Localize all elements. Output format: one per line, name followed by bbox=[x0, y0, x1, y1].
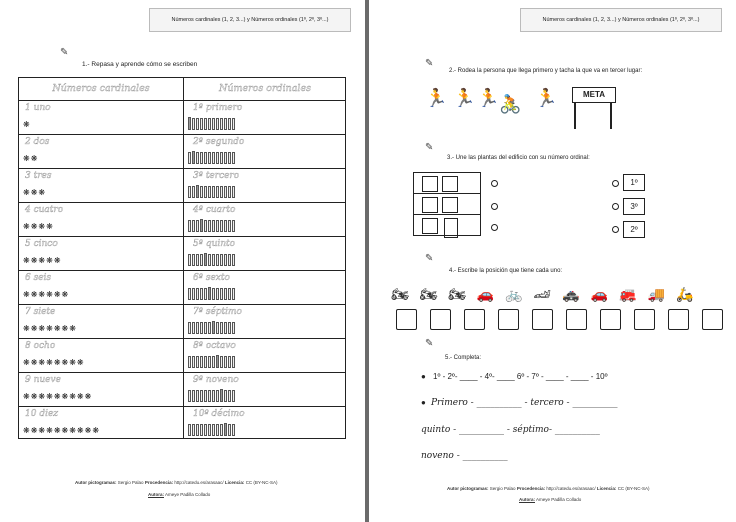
runner-icon: 🏃 bbox=[535, 88, 558, 108]
person-icon bbox=[188, 117, 191, 130]
person-icon bbox=[204, 390, 207, 402]
person-icon bbox=[200, 118, 203, 130]
person-icon bbox=[212, 356, 215, 368]
person-icon bbox=[208, 287, 211, 300]
person-icon bbox=[196, 118, 199, 130]
finish-line-sign: META bbox=[572, 87, 616, 103]
worksheet-page-1 bbox=[0, 0, 365, 522]
ordinal-label: 6º sexto bbox=[193, 273, 230, 283]
cardinal-label: 3 tres bbox=[25, 171, 52, 181]
person-icon bbox=[220, 424, 223, 436]
runner-icon: 🏃 bbox=[425, 88, 448, 108]
queue-icons bbox=[188, 151, 278, 164]
ordinal-box: 2º bbox=[623, 221, 645, 238]
exercise-3-title: 3.- Une las plantas del edificio con su número ordinal: bbox=[447, 155, 590, 161]
person-icon bbox=[232, 322, 235, 334]
pencil-icon: ✎ bbox=[425, 142, 434, 153]
table-row bbox=[19, 100, 345, 135]
ordinal-cell bbox=[183, 237, 346, 271]
person-icon bbox=[204, 253, 207, 266]
person-icon bbox=[200, 390, 203, 402]
person-icon bbox=[212, 321, 215, 334]
person-icon bbox=[200, 288, 203, 300]
answer-box[interactable] bbox=[532, 309, 553, 330]
cardinal-cell bbox=[19, 101, 182, 135]
person-icon bbox=[228, 424, 231, 436]
answer-box[interactable] bbox=[634, 309, 655, 330]
person-icon bbox=[228, 390, 231, 402]
person-icon bbox=[232, 220, 235, 232]
person-icon bbox=[192, 151, 195, 164]
numbers-table bbox=[18, 77, 346, 439]
runner-icon: 🏃 bbox=[453, 88, 476, 108]
person-icon bbox=[212, 220, 215, 232]
person-icon bbox=[232, 152, 235, 164]
person-icon bbox=[196, 424, 199, 436]
person-icon bbox=[212, 254, 215, 266]
person-icon bbox=[204, 424, 207, 436]
worksheet-page-2 bbox=[369, 0, 736, 522]
person-icon bbox=[232, 390, 235, 402]
vehicle-icon: 🚲 bbox=[505, 286, 523, 302]
person-icon bbox=[208, 424, 211, 436]
table-row bbox=[19, 406, 345, 441]
person-icon bbox=[208, 390, 211, 402]
exercise-1-title: 1.- Repasa y aprende cómo se escriben bbox=[82, 61, 198, 68]
person-icon bbox=[188, 390, 191, 402]
person-icon bbox=[196, 288, 199, 300]
person-icon bbox=[224, 423, 227, 436]
bug-icons: ❋❋❋❋❋ bbox=[23, 256, 62, 265]
person-icon bbox=[192, 356, 195, 368]
complete-line-1[interactable]: 1º - 2º- ____ - 4º- ____ 6º - 7º - ____ - ____ - 10º bbox=[433, 372, 608, 381]
queue-icons bbox=[188, 117, 278, 130]
ordinal-cell bbox=[183, 135, 346, 169]
ordinal-label: 2º segundo bbox=[193, 137, 245, 147]
person-icon bbox=[200, 152, 203, 164]
cardinal-label: 5 cinco bbox=[25, 239, 58, 249]
person-icon bbox=[204, 288, 207, 300]
person-icon bbox=[216, 288, 219, 300]
cardinal-label: 8 ocho bbox=[25, 341, 56, 351]
person-icon bbox=[188, 424, 191, 436]
ordinal-label: 1º primero bbox=[193, 103, 243, 113]
ordinal-cell bbox=[183, 271, 346, 305]
page-header: Números cardinales (1, 2, 3...) y Números ordinales (1º, 2º, 3º...) bbox=[520, 8, 722, 32]
person-icon bbox=[228, 186, 231, 198]
person-icon bbox=[224, 220, 227, 232]
person-icon bbox=[196, 220, 199, 232]
person-icon bbox=[216, 118, 219, 130]
cardinal-cell bbox=[19, 305, 182, 339]
vehicle-icon: 🏎 bbox=[533, 286, 552, 302]
person-icon bbox=[212, 118, 215, 130]
complete-line-4[interactable]: noveno - __________ bbox=[421, 451, 508, 461]
exercise-2-title: 2.- Rodea la persona que llega primero y tacha la que va en tercer lugar: bbox=[449, 68, 643, 74]
queue-icons bbox=[188, 321, 278, 334]
person-icon bbox=[220, 288, 223, 300]
table-row bbox=[19, 270, 345, 305]
answer-box[interactable] bbox=[566, 309, 587, 330]
vehicle-icon: 🛵 bbox=[676, 286, 694, 302]
person-icon bbox=[228, 322, 231, 334]
pencil-icon: ✎ bbox=[60, 47, 69, 58]
person-icon bbox=[192, 424, 195, 436]
person-icon bbox=[220, 152, 223, 164]
author-line: Autora: Ameye Padilla Collado bbox=[148, 492, 211, 497]
ordinal-column-header: Números ordinales bbox=[219, 83, 311, 94]
building-icon bbox=[413, 172, 481, 236]
person-icon bbox=[216, 254, 219, 266]
person-icon bbox=[204, 186, 207, 198]
person-icon bbox=[192, 254, 195, 266]
bug-icons: ❋❋❋❋❋❋❋❋ bbox=[23, 358, 85, 367]
table-row bbox=[19, 134, 345, 169]
ordinal-label: 10º décimo bbox=[193, 409, 245, 419]
person-icon bbox=[208, 152, 211, 164]
ordinal-cell bbox=[183, 101, 346, 135]
match-dot[interactable] bbox=[612, 203, 619, 210]
person-icon bbox=[220, 220, 223, 232]
ordinal-cell bbox=[183, 169, 346, 203]
vehicle-icon: 🏍 bbox=[391, 286, 409, 302]
person-icon bbox=[232, 254, 235, 266]
person-icon bbox=[192, 220, 195, 232]
person-icon bbox=[216, 186, 219, 198]
person-icon bbox=[220, 322, 223, 334]
person-icon bbox=[224, 288, 227, 300]
cardinal-label: 4 cuatro bbox=[25, 205, 64, 215]
cardinal-label: 7 siete bbox=[25, 307, 56, 317]
ordinal-box: 1º bbox=[623, 174, 645, 191]
person-icon bbox=[212, 424, 215, 436]
person-icon bbox=[200, 322, 203, 334]
person-icon bbox=[228, 254, 231, 266]
person-icon bbox=[196, 152, 199, 164]
table-row bbox=[19, 236, 345, 271]
author-line: Autora: Ameye Padilla Collado bbox=[519, 497, 582, 502]
person-icon bbox=[196, 185, 199, 198]
person-icon bbox=[220, 118, 223, 130]
ordinal-cell bbox=[183, 339, 346, 373]
person-icon bbox=[224, 322, 227, 334]
bug-icons: ❋❋❋❋ bbox=[23, 222, 54, 231]
vehicle-icon: 🚗 bbox=[476, 286, 494, 302]
ordinal-cell bbox=[183, 407, 346, 441]
exercise-4-title: 4.- Escribe la posición que tiene cada uno: bbox=[449, 268, 563, 274]
credits-line: Autor pictogramas: Sergio Palao Procedencia: http://catedu.es/arasaac/ Licencia: CC (BY-NC-SA) bbox=[447, 486, 650, 491]
vehicle-icon: 🚓 bbox=[562, 286, 580, 302]
ordinal-label: 8º octavo bbox=[193, 341, 236, 351]
queue-icons bbox=[188, 423, 278, 436]
person-icon bbox=[188, 288, 191, 300]
person-icon bbox=[216, 355, 219, 368]
person-icon bbox=[208, 254, 211, 266]
person-icon bbox=[224, 118, 227, 130]
person-icon bbox=[192, 390, 195, 402]
runner-icon: 🏃 bbox=[477, 88, 500, 108]
person-icon bbox=[200, 219, 203, 232]
bug-icons: ❋❋❋❋❋❋❋❋❋ bbox=[23, 392, 93, 401]
cardinal-label: 9 nueve bbox=[25, 375, 61, 385]
person-icon bbox=[220, 186, 223, 198]
queue-icons bbox=[188, 389, 278, 402]
bug-icons: ❋ bbox=[23, 120, 31, 129]
person-icon bbox=[228, 356, 231, 368]
person-icon bbox=[196, 254, 199, 266]
complete-line-3[interactable]: quinto - __________ - séptimo- __________ bbox=[421, 425, 600, 435]
person-icon bbox=[200, 254, 203, 266]
person-icon bbox=[196, 356, 199, 368]
ordinal-cell bbox=[183, 373, 346, 407]
person-icon bbox=[224, 356, 227, 368]
answer-box[interactable] bbox=[498, 309, 519, 330]
cardinal-label: 10 diez bbox=[25, 409, 59, 419]
table-row bbox=[19, 372, 345, 407]
person-icon bbox=[228, 118, 231, 130]
person-icon bbox=[224, 390, 227, 402]
person-icon bbox=[220, 254, 223, 266]
cardinal-cell bbox=[19, 407, 182, 441]
queue-icons bbox=[188, 219, 278, 232]
cardinal-cell bbox=[19, 203, 182, 237]
pencil-icon: ✎ bbox=[425, 253, 434, 264]
answer-box[interactable] bbox=[464, 309, 485, 330]
person-icon bbox=[192, 288, 195, 300]
queue-icons bbox=[188, 355, 278, 368]
person-icon bbox=[192, 118, 195, 130]
person-icon bbox=[232, 118, 235, 130]
queue-icons bbox=[188, 287, 278, 300]
person-icon bbox=[212, 390, 215, 402]
ordinal-label: 7º séptimo bbox=[193, 307, 242, 317]
vehicle-icon: 🏍 bbox=[419, 286, 438, 302]
match-dot[interactable] bbox=[612, 226, 619, 233]
bullet-icon: ● bbox=[421, 372, 426, 381]
person-icon bbox=[204, 322, 207, 334]
ordinal-cell bbox=[183, 305, 346, 339]
cardinal-cell bbox=[19, 339, 182, 373]
pencil-icon: ✎ bbox=[425, 58, 434, 69]
person-icon bbox=[228, 220, 231, 232]
queue-icons bbox=[188, 185, 278, 198]
cardinal-cell bbox=[19, 169, 182, 203]
person-icon bbox=[216, 220, 219, 232]
person-icon bbox=[204, 118, 207, 130]
bug-icons: ❋❋❋ bbox=[23, 188, 47, 197]
person-icon bbox=[224, 186, 227, 198]
credits-line: Autor pictogramas: Sergio Palao Procedencia: http://catedu.es/arasaac/ Licencia: CC (BY-NC-SA) bbox=[75, 480, 278, 485]
ordinal-label: 3º tercero bbox=[193, 171, 240, 181]
cardinal-column-header: Números cardinales bbox=[52, 83, 150, 94]
cardinal-label: 2 dos bbox=[25, 137, 50, 147]
answer-box[interactable] bbox=[668, 309, 689, 330]
person-icon bbox=[200, 424, 203, 436]
cardinal-cell bbox=[19, 237, 182, 271]
table-row bbox=[19, 338, 345, 373]
person-icon bbox=[192, 322, 195, 334]
person-icon bbox=[196, 322, 199, 334]
bug-icons: ❋❋❋❋❋❋❋ bbox=[23, 324, 77, 333]
bug-icons: ❋❋ bbox=[23, 154, 39, 163]
cardinal-label: 6 seis bbox=[25, 273, 52, 283]
page-header: Números cardinales (1, 2, 3...) y Números ordinales (1º, 2º, 3º...) bbox=[149, 8, 351, 32]
cardinal-cell bbox=[19, 271, 182, 305]
person-icon bbox=[232, 356, 235, 368]
exercise-5-title: 5.- Completa: bbox=[445, 355, 482, 361]
answer-box[interactable] bbox=[430, 309, 451, 330]
person-icon bbox=[204, 356, 207, 368]
person-icon bbox=[224, 152, 227, 164]
person-icon bbox=[216, 424, 219, 436]
person-icon bbox=[232, 424, 235, 436]
ordinal-label: 5º quinto bbox=[193, 239, 236, 249]
person-icon bbox=[204, 152, 207, 164]
cardinal-cell bbox=[19, 373, 182, 407]
match-dot[interactable] bbox=[491, 203, 498, 210]
person-icon bbox=[188, 186, 191, 198]
person-icon bbox=[188, 220, 191, 232]
person-icon bbox=[216, 152, 219, 164]
ordinal-box: 3º bbox=[623, 198, 645, 215]
person-icon bbox=[232, 288, 235, 300]
sign-post bbox=[610, 102, 612, 129]
person-icon bbox=[192, 186, 195, 198]
answer-box[interactable] bbox=[396, 309, 417, 330]
vehicle-icon: 🏍 bbox=[448, 286, 466, 302]
cardinal-cell bbox=[19, 135, 182, 169]
table-row bbox=[19, 304, 345, 339]
person-icon bbox=[188, 322, 191, 334]
person-icon bbox=[216, 322, 219, 334]
bullet-icon: ● bbox=[421, 398, 426, 407]
vehicle-icon: 🚗 bbox=[590, 286, 608, 302]
person-icon bbox=[200, 356, 203, 368]
person-icon bbox=[220, 389, 223, 402]
person-icon bbox=[196, 390, 199, 402]
vehicle-icon: 🚚 bbox=[647, 286, 665, 302]
table-row bbox=[19, 168, 345, 203]
bug-icons: ❋❋❋❋❋❋❋❋❋❋ bbox=[23, 426, 101, 435]
person-icon bbox=[212, 288, 215, 300]
sign-post bbox=[574, 102, 576, 129]
answer-box[interactable] bbox=[702, 309, 723, 330]
person-icon bbox=[232, 186, 235, 198]
pencil-icon: ✎ bbox=[425, 338, 434, 349]
person-icon bbox=[208, 186, 211, 198]
person-icon bbox=[212, 186, 215, 198]
cardinal-label: 1 uno bbox=[25, 103, 51, 113]
person-icon bbox=[188, 152, 191, 164]
cyclist-icon: 🚴 bbox=[499, 94, 522, 114]
person-icon bbox=[208, 322, 211, 334]
match-dot[interactable] bbox=[612, 180, 619, 187]
match-dot[interactable] bbox=[491, 224, 498, 231]
person-icon bbox=[228, 288, 231, 300]
ordinal-label: 9º noveno bbox=[193, 375, 239, 385]
person-icon bbox=[208, 118, 211, 130]
queue-icons bbox=[188, 253, 278, 266]
person-icon bbox=[220, 356, 223, 368]
person-icon bbox=[212, 152, 215, 164]
table-row bbox=[19, 202, 345, 237]
ordinal-cell bbox=[183, 203, 346, 237]
person-icon bbox=[224, 254, 227, 266]
person-icon bbox=[208, 220, 211, 232]
match-dot[interactable] bbox=[491, 180, 498, 187]
answer-box[interactable] bbox=[600, 309, 621, 330]
person-icon bbox=[188, 254, 191, 266]
person-icon bbox=[208, 356, 211, 368]
complete-line-2[interactable]: Primero - __________ - tercero - __________ bbox=[431, 398, 618, 408]
ordinal-label: 4º cuarto bbox=[193, 205, 236, 215]
person-icon bbox=[200, 186, 203, 198]
vehicle-icon: 🚒 bbox=[619, 286, 637, 302]
person-icon bbox=[228, 152, 231, 164]
person-icon bbox=[204, 220, 207, 232]
person-icon bbox=[188, 356, 191, 368]
bug-icons: ❋❋❋❋❋❋ bbox=[23, 290, 70, 299]
person-icon bbox=[216, 390, 219, 402]
